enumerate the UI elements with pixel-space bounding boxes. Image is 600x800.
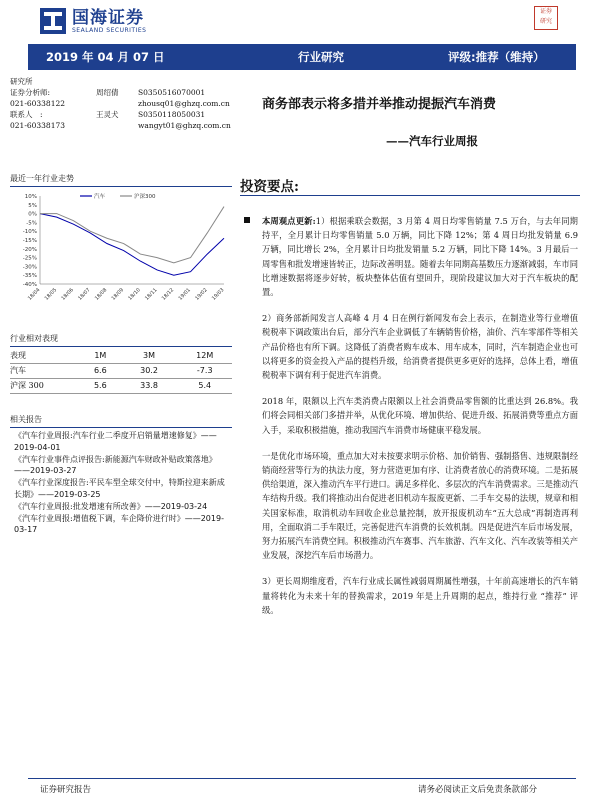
report-headline: 商务部表示将多措并举推动提振汽车消费 — [262, 97, 497, 112]
table-row — [10, 363, 232, 378]
footer-left: 证券研究报告 — [40, 785, 92, 795]
header-banner — [28, 44, 576, 70]
related-reports-title: 相关报告 — [10, 414, 232, 428]
y-tick-label: -5% — [26, 220, 37, 227]
paragraph: 3）更长周期维度看，汽车行业成长属性减弱周期属性增强，十年前高速增长的汽车销量将转化为未来十年的替换需求，2019 年是上升周期的起点，维持行业 “推荐” 评级。 — [262, 576, 578, 615]
y-tick-label: -25% — [22, 255, 37, 262]
paragraph: 一是优化市场环境，重点加大对未按要求明示价格、加价销售、强制搭售、违规限制经销商经营等行为的执法力度，努力营造更加有序、让消费者放心的消费环境。二是拓展供给渠道，深入推动汽车平行进口。满足多样化、多层次的汽车消费需求。三是推动汽车结构升级。我们将推动出台促进老旧机动车报废更新、二手车交易的法规，规章和相关国家标准，取消机动车回收企业总量控制，放开报废机动车“五大总成”再制造再利用，全面取消二手车限迁，完善促进汽车消费的长效机制。四是促进汽车后市场发展，努力拓展汽车消费空间。积极推动汽车赛事、汽车旅游、汽车文化、汽车改装等相关产业发展，深挖汽车后市场潜力。 — [262, 450, 578, 561]
x-tick-label: 18/05 — [43, 287, 59, 302]
table-cell: 33.8 — [121, 378, 178, 393]
x-tick-label: 19/01 — [177, 287, 192, 302]
investment-body — [262, 214, 578, 629]
company-logo — [40, 8, 146, 34]
x-tick-label: 18/12 — [160, 287, 176, 302]
logo-cn: 国海证券 — [72, 7, 144, 28]
x-tick-label: 18/10 — [127, 287, 142, 302]
related-reports-list — [14, 430, 228, 536]
paragraph-lead: 本周观点更新: — [262, 216, 316, 226]
logo-en: SEALAND SECURITIES — [72, 26, 147, 34]
report-seal — [534, 6, 558, 30]
list-item[interactable]: 《汽车行业事件点评报告:新能源汽车财政补贴政策落地》——2019-03-27 — [14, 454, 217, 476]
y-tick-label: -30% — [22, 264, 37, 271]
table-header: 3M — [121, 348, 178, 363]
x-tick-label: 18/09 — [110, 287, 126, 302]
footer-disclaimer: 请务必阅读正文后免责条款部分 — [418, 785, 538, 795]
y-tick-label: -35% — [22, 273, 37, 280]
trend-chart-title: 最近一年行业走势 — [10, 173, 232, 187]
report-subhead: ——汽车行业周报 — [386, 134, 478, 148]
paragraph — [262, 214, 578, 299]
seal-line: 研究 — [539, 18, 552, 25]
table-cell: 汽车 — [10, 363, 80, 378]
y-tick-label: -20% — [22, 246, 37, 253]
analyst-row: 联系人 : 王灵犬 S0350118050031 — [10, 110, 206, 119]
table-cell: 5.4 — [177, 378, 232, 393]
footer-divider — [28, 778, 576, 779]
x-tick-label: 19/03 — [210, 287, 226, 302]
analyst-email[interactable]: wangyt01@ghzq.com.cn — [138, 121, 231, 130]
x-tick-label: 18/08 — [93, 287, 109, 302]
performance-title: 行业相对表现 — [10, 333, 232, 347]
analyst-row: 021-60338122 zhousq01@ghzq.com.cn — [10, 99, 230, 108]
table-cell: -7.3 — [177, 363, 232, 378]
table-cell: 6.6 — [80, 363, 121, 378]
table-cell: 30.2 — [121, 363, 178, 378]
table-header-row — [10, 348, 232, 363]
table-cell: 5.6 — [80, 378, 121, 393]
analyst-email[interactable]: zhousq01@ghzq.com.cn — [138, 99, 230, 108]
y-tick-label: -40% — [22, 282, 37, 288]
x-tick-label: 18/07 — [77, 287, 92, 302]
list-item[interactable]: 《汽车行业深度报告:平民车型全球交付中，特斯拉迎来新成长期》——2019-03-25 — [14, 478, 225, 499]
section-divider — [240, 195, 580, 196]
report-category: 行业研究 — [298, 50, 344, 64]
y-tick-label: -15% — [22, 238, 37, 244]
bullet-square-icon — [244, 217, 250, 223]
table-header: 1M — [80, 348, 121, 363]
list-item[interactable]: 《汽车行业周报:汽车行业二季度开启销量增速修复》——2019-04-01 — [14, 431, 217, 452]
table-row — [10, 378, 232, 393]
legend-label: 汽车 — [94, 194, 106, 200]
analyst-row: 021-60338173 wangyt01@ghzq.com.cn — [10, 121, 231, 130]
list-item[interactable]: 《汽车行业周报:批发增速有所改善》——2019-03-24 — [14, 501, 208, 511]
paragraph-text: 1）根据乘联会数据，3 月第 4 周日均零售销量 7.5 万台，与去年同期持平，全月累计日均零售销量 5.0 万辆，同比下降 12%；第 4 周日均批发销量 6.9 万辆，同比增长 2%，全月累计日均批发销量 5.2 万辆，同比下降 14%。3 月最后一周零售和批发增速皆转正，边际改善明显。随着去年同期高基数压力逐渐减弱，车市同比增速数据将逐步好转，板块整体估值有望回升，现阶段建议加大对于汽车板块的配置。 — [262, 216, 578, 298]
table-header: 12M — [177, 348, 232, 363]
analyst-row: 证券分析师: 周绍倩 S0350516070001 — [10, 88, 206, 97]
table-cell: 沪深 300 — [10, 378, 80, 393]
trend-chart-svg — [10, 188, 232, 314]
analyst-info — [10, 76, 232, 131]
y-tick-label: 5% — [28, 202, 37, 209]
series-line-0 — [40, 214, 224, 276]
table-header: 表现 — [10, 348, 80, 363]
logo-mark-icon — [40, 8, 66, 34]
y-tick-label: 0% — [28, 211, 37, 218]
paragraph: 2018 年，限额以上汽车类消费占限额以上社会消费品零售额的比重达到 26.8%。我们将会同相关部门多措并举，从优化环境、增加供给、促进升级、拓展消费等重点方面入手，采取积极措施，推动我国汽车消费市场健康平稳发展。 — [262, 396, 578, 435]
x-tick-label: 18/11 — [144, 287, 159, 302]
performance-table — [10, 348, 232, 394]
trend-chart — [10, 188, 232, 314]
legend-label: 沪深300 — [134, 194, 156, 200]
series-line-1 — [40, 207, 224, 263]
list-item[interactable]: 《汽车行业周报:增值税下调，车企降价进行时》——2019-03-17 — [14, 513, 224, 535]
seal-line: 证券 — [539, 8, 552, 15]
y-tick-label: 10% — [24, 194, 37, 200]
paragraph: 2）商务部新闻发言人高峰 4 月 4 日在例行新闻发布会上表示，在制造业等行业增值税税率下调政策出台后，部分汽车企业调低了车辆销售价格，油价、汽车零部件等相关产品价格也有所下调。这降低了消费者购车成本、用车成本，同时，汽车制造企业也可以将更多的资金投入产品的提档升级，给消费者提供更多更好的选择，总体上看，增值税税率下调有利于促进汽车消费。 — [262, 313, 578, 381]
investment-title: 投资要点: — [240, 179, 299, 195]
x-tick-label: 18/04 — [26, 287, 42, 302]
y-tick-label: -10% — [22, 229, 37, 236]
report-rating: 评级:推荐（维持） — [448, 50, 545, 64]
x-tick-label: 19/02 — [194, 287, 209, 302]
x-tick-label: 18/06 — [60, 287, 75, 302]
report-date: 2019 年 04 月 07 日 — [46, 50, 165, 64]
research-dept-label: 研究所 — [10, 77, 33, 86]
